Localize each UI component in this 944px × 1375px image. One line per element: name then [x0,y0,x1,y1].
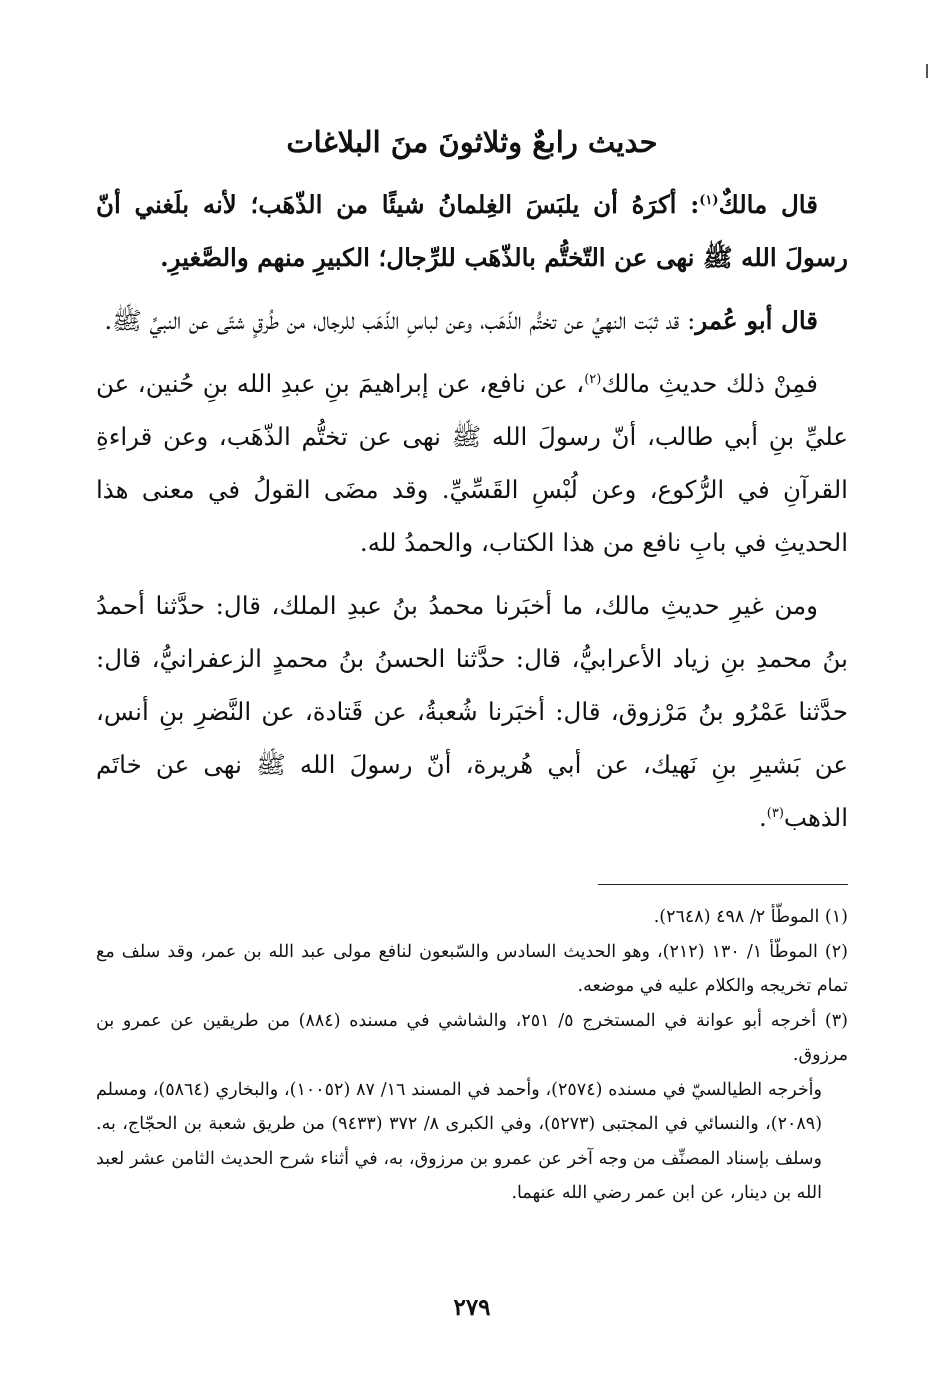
section-title: حديث رابعٌ وثلاثونَ منَ البلاغات [286,125,658,160]
paragraph-text: فمِنْ ذلك حديثِ مالك [601,369,819,398]
paragraph-text: ومن غيرِ حديثِ مالك، ما أخبَرنا محمدُ بنُ عبدِ الملك، قال: حدَّثنا أحمدُ بنُ محمدِ بنِ زياد الأعرابيُّ، قال: حدَّثنا الحسنُ بنُ محمدٍ الزعفرانيُّ، قال: حدَّثنا عَمْرُو بنُ مَرْزوق، قال: أخبَرنا شُعبةُ، عن قَتادة، عن النَّضرِ بنِ أنس، عن بَشيرِ بنِ نَهيك، عن أبي هُريرة، أنّ رسولَ الله ﷺ نهى عن خاتَم الذهب [96,591,848,832]
page-number: ٢٧٩ [453,1294,491,1321]
paragraph-2 [96,294,848,347]
paragraph-3 [96,357,848,569]
paragraph-text: ، عن نافع، عن إبراهيمَ بنِ عبدِ الله بنِ حُنين، عن عليِّ بنِ أبي طالب، أنّ رسولَ الله ﷺ نهى عن تختُّم الذّهَب، وعن قراءةِ القرآنِ في الرُّكوع، وعن لُبْسِ القَسِّيِّ. وقد مضَى القولُ في معنى هذا الحديثِ في بابِ نافع من هذا الكتاب، والحمدُ لله. [96,369,848,557]
footnote-3: (٣) أخرجه أبو عوانة في المستخرج ٥/ ٢٥١، والشاشي في مسنده (٨٨٤) من طريقين عن عمرو بن مرزوق. [96,1010,848,1065]
paragraph-text: : أكرَهُ أن يلبَسَ الغِلمانُ شيئًا من الذّهَب؛ لأنه بلَغني أنّ رسولَ الله ﷺ نهى عن التّختُّم بالذّهَب للرِّجال؛ الكبيرِ منهم والصَّغيرِ. [96,190,848,272]
footnote-1: (١) الموطّأ ٢/ ٤٩٨ (٢٦٤٨). [653,907,848,927]
main-text [96,178,848,854]
footnote-3-continuation: وأخرجه الطيالسيّ في مسنده (٢٥٧٤)، وأحمد في المسند ١٦/ ٨٧ (١٠٠٥٢)، والبخاري (٥٨٦٤)، ومسلم (٢٠٨٩)، والنسائي في المجتبى (٥٢٧٣)، وفي الكبرى ٨/ ٣٧٢ (٩٤٣٣) من طريق شعبة بن الحجّاج، به. وسلف بإسناد المصنِّف من وجه آخر عن عمرو بن مرزوق، به، في أثناء شرح الحديث الثامن عشر لعبد الله بن دينار، عن ابن عمر رضي الله عنهما. [96,1079,823,1203]
page-edge-mark [926,64,928,78]
footnotes [96,900,848,1211]
paragraph-text: : قد ثبَت النهيُ عن تختُّم الذّهَب، وعن لباسِ الذّهَب للرجال، من طُرقٍ شتّى عن النبيِّ ﷺ. [104,306,696,335]
paragraph-lead: قال مالكٌ [718,190,818,219]
footnote-separator [598,884,848,885]
footnote-2: (٢) الموطّأ ١/ ١٣٠ (٢١٢)، وهو الحديث السادس والسّبعون لنافع مولى عبد الله بن عمر، وقد سلف مع تمام تخريجه والكلام عليه في موضعه. [96,941,848,996]
footnote-ref-1[interactable]: (١) [699,192,719,208]
paragraph-1 [96,178,848,284]
paragraph-4 [96,579,848,844]
footnote-ref-2[interactable]: (٢) [584,371,602,387]
paragraph-text: . [758,803,767,832]
footnote-ref-3[interactable]: (٣) [766,805,784,821]
paragraph-lead: قال أبو عُمر [695,306,818,335]
